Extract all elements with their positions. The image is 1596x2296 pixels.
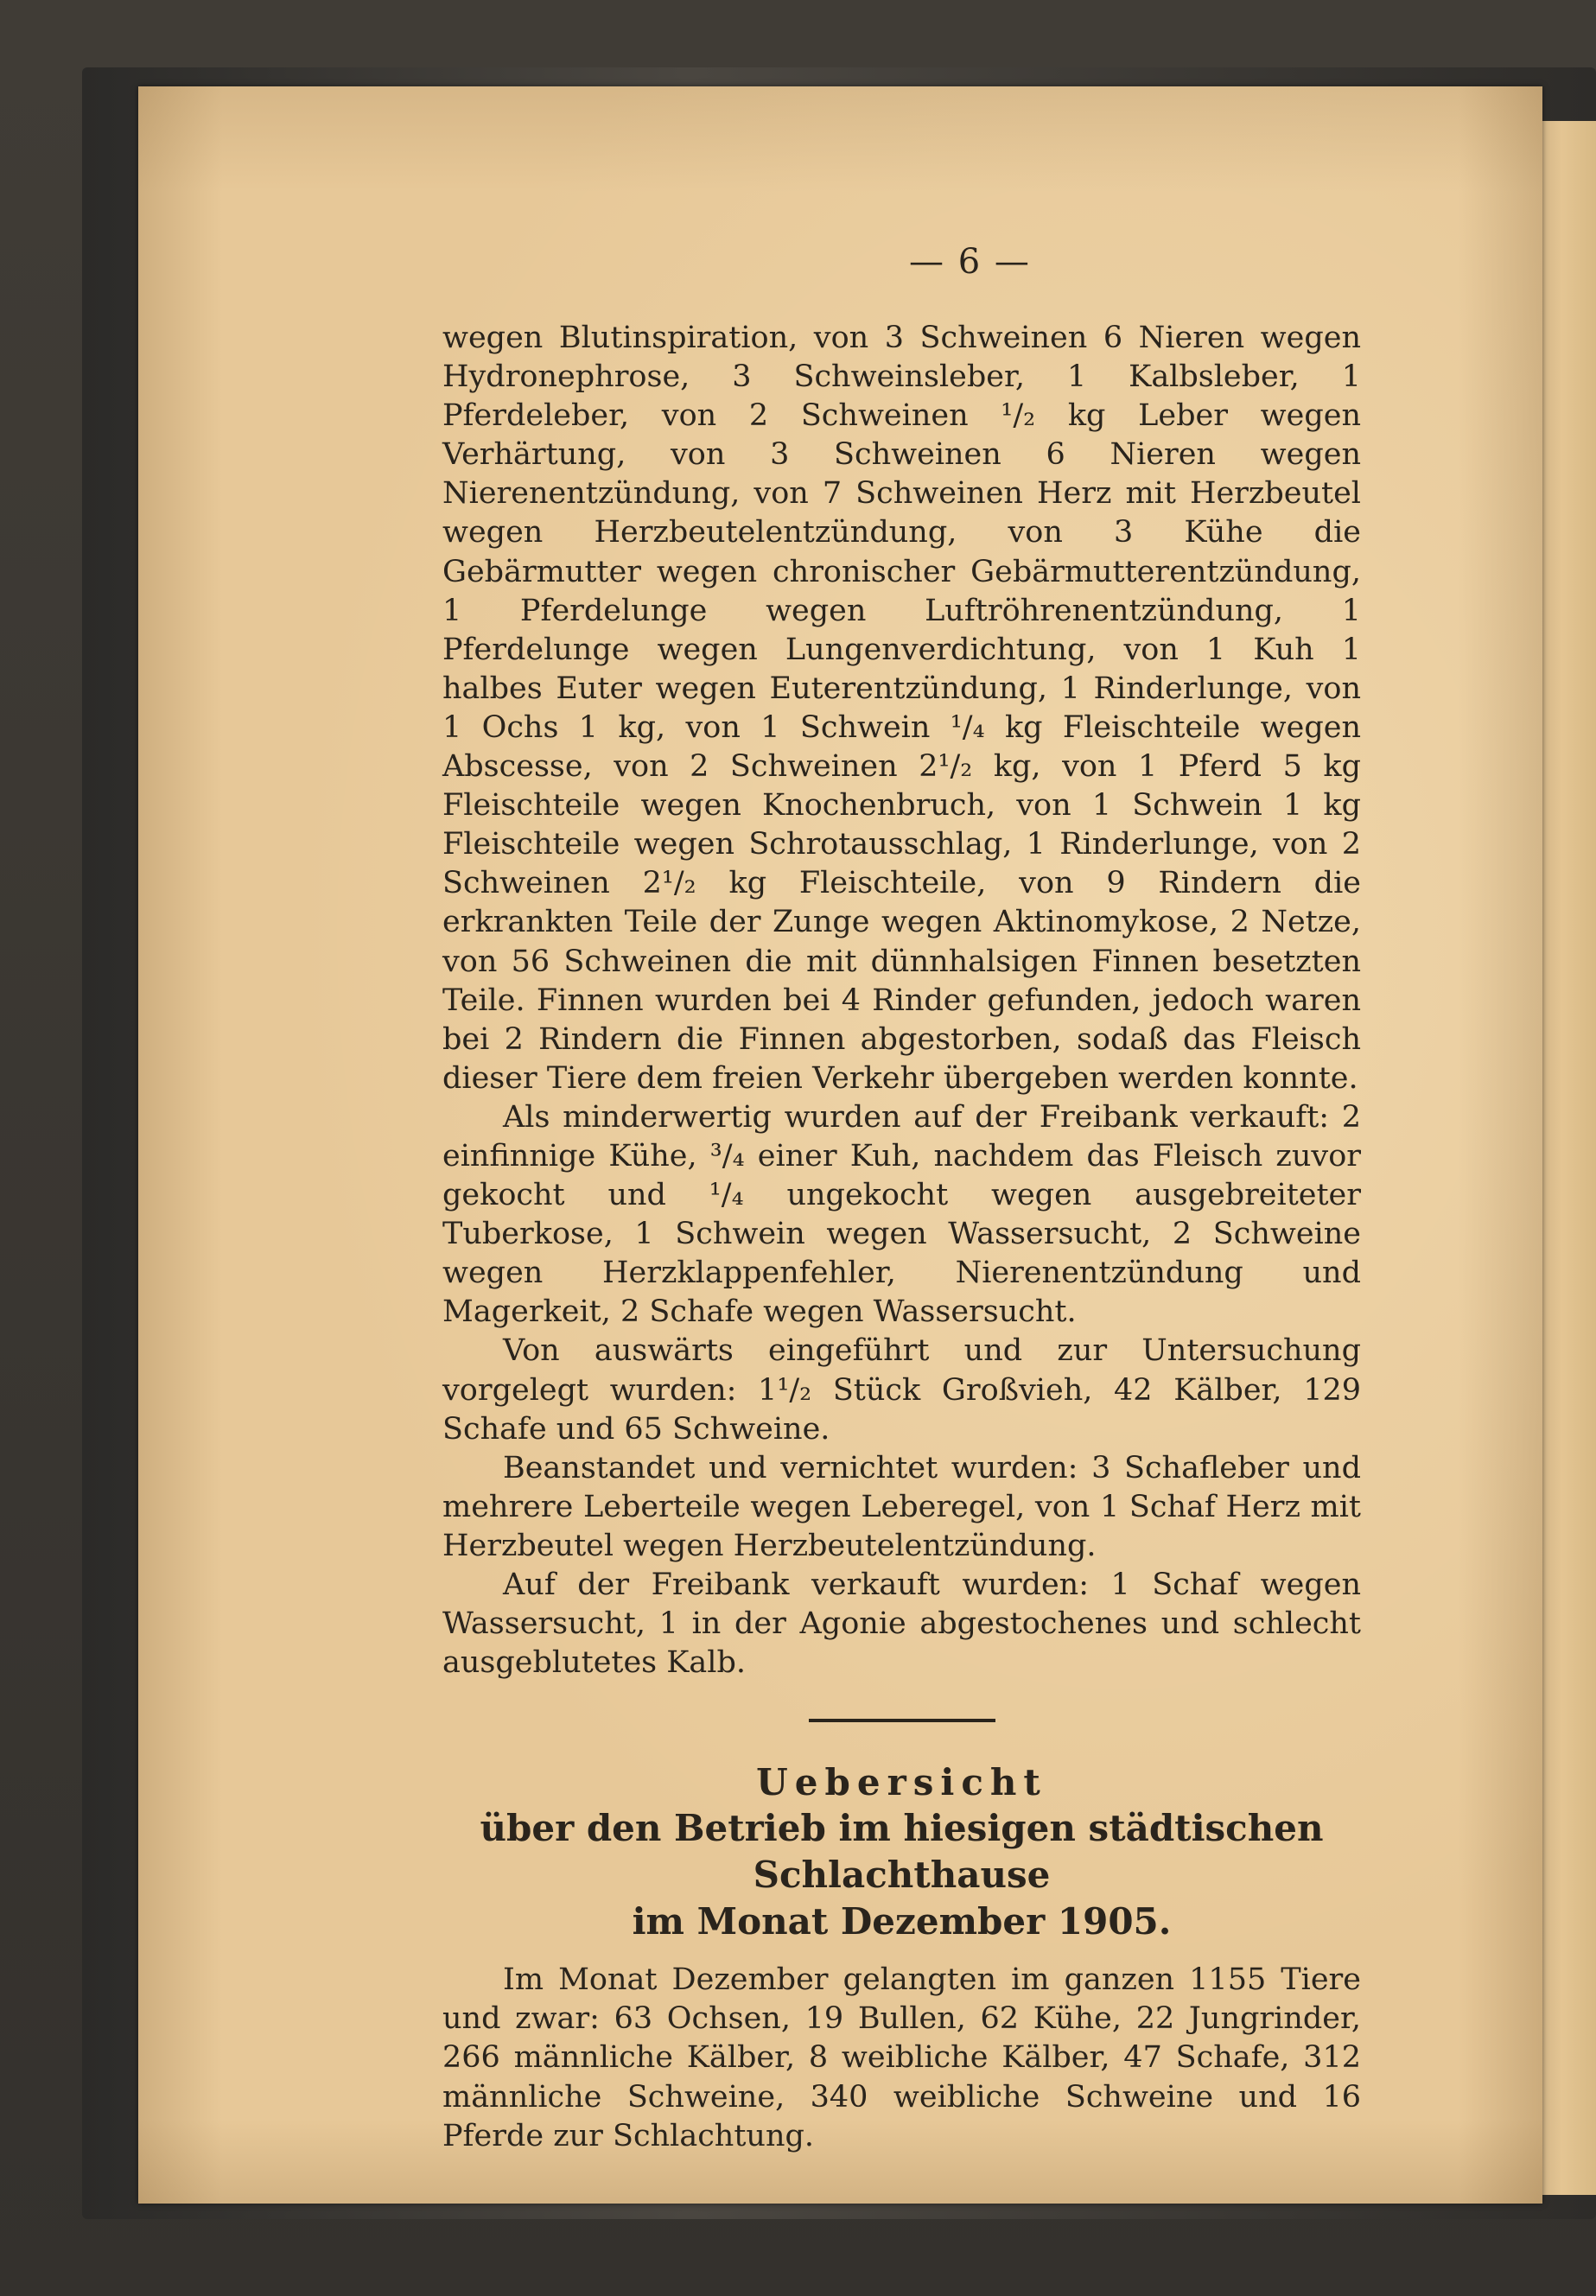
section-paragraph: Im Monat Dezember gelangten im ganzen 1155 Tiere und zwar: 63 Ochsen, 19 Bullen, 62 Kühe, 22 Jungrinder, 266 männliche Kälber, 8 weibliche Kälber, 47 Schafe, 312 männliche Schweine, 340 weibliche Schweine und 16 Pferde zur Schlachtung. [442,1962,1361,2153]
paragraph-3: Von auswärts eingeführt und zur Untersuchung vorgelegt wurden: 1¹/₂ Stück Großvieh, 42 Kälber, 129 Schafe und 65 Schweine. [442,1333,1361,1447]
section-subheading-1: über den Betrieb im hiesigen städtischen Schlachthause [480,1807,1324,1897]
section-subheading-2: im Monat Dezember 1905. [632,1900,1172,1943]
paragraph-1: wegen Blutinspiration, von 3 Schweinen 6 Nieren wegen Hydronephrose, 3 Schweinsleber, 1 Kalbsleber, 1 Pferdeleber, von 2 Schweinen ¹/₂ kg Leber wegen Verhärtung, von 3 Schweinen 6 Nieren wegen Nierenentzündung, von 7 Schweinen Herz mit Herzbeutel wegen Herzbeutelentzündung, von 3 Kühe die Gebärmutter wegen chronischer Gebärmutterentzündung, 1 Pferdelunge wegen Luftröhrenentzündung, 1 Pferdelunge wegen Lungenverdichtung, von 1 Kuh 1 halbes Euter wegen Euterentzündung, 1 Rinderlunge, von 1 Ochs 1 kg, von 1 Schwein ¹/₄ kg Fleischteile wegen Abscesse, von 2 Schweinen 2¹/₂ kg, von 1 Pferd 5 kg Fleischteile wegen Knochenbruch, von 1 Schwein 1 kg Fleischteile wegen Schrotausschlag, 1 Rinderlunge, von 2 Schweinen 2¹/₂ kg Fleischteile, von 9 Rindern die erkrankten Teile der Zunge wegen Aktinomykose, 2 Netze, von 56 Schweinen die mit dünnhalsigen Finnen besetzten Teile. Finnen wurden bei 4 Rinder gefunden, jedoch waren bei 2 Rindern die Finnen abgestorben, sodaß das Fleisch dieser Tiere dem freien Verkehr übergeben werden konnte. [442,321,1361,1096]
section-heading: Uebersicht [756,1761,1047,1804]
paragraph-5: Auf der Freibank verkauft wurden: 1 Schaf wegen Wassersucht, 1 in der Agonie abgestochenes und schlecht ausgeblutetes Kalb. [442,1568,1361,1681]
page-text [442,319,1361,2156]
paragraph-4: Beanstandet und vernichtet wurden: 3 Schafleber und mehrere Leberteile wegen Leberegel, von 1 Schaf Herz mit Herzbeutel wegen Herzbeutelentzündung. [442,1450,1361,1563]
page-number: — 6 — [909,242,1031,282]
section-divider [809,1719,995,1722]
paragraph-2: Als minderwertig wurden auf der Freibank verkauft: 2 einfinnige Kühe, ³/₄ einer Kuh, nachdem das Fleisch zuvor gekocht und ¹/₄ ungekocht wegen ausgebreiteter Tuberkose, 1 Schwein wegen Wassersucht, 2 Schweine wegen Herzklappenfehler, Nierenentzündung und Magerkeit, 2 Schafe wegen Wassersucht. [442,1099,1361,1330]
next-page-edge [1534,121,1596,2195]
